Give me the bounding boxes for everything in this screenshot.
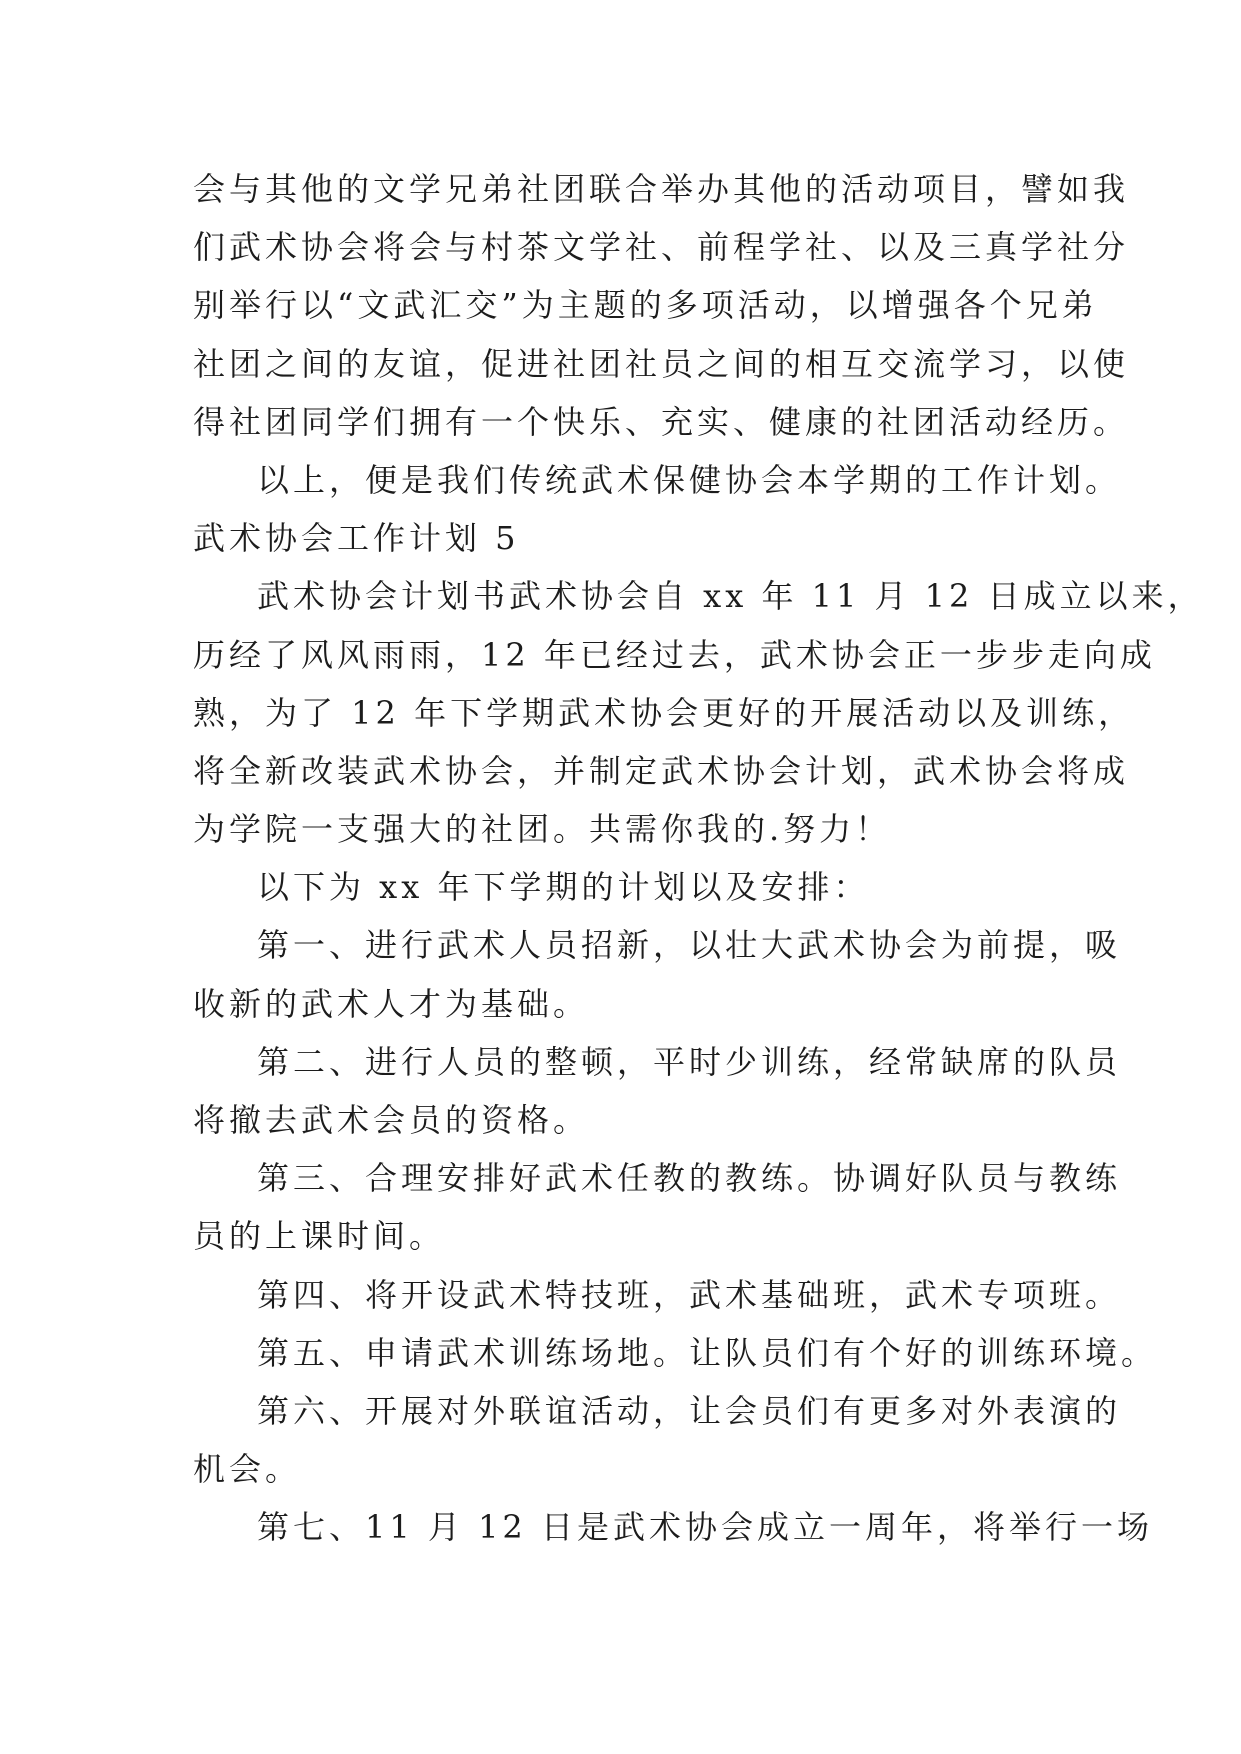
text-line: 第六、开展对外联谊活动，让会员们有更多对外表演的 [257,1391,1122,1430]
text-line: 们武术协会将会与村茶文学社、前程学社、以及三真学社分 [193,228,1130,267]
text-line: 别举行以“文武汇交”为主题的多项活动，以增强各个兄弟 [193,286,1098,325]
text-line: 第一、进行武术人员招新，以壮大武术协会为前提，吸 [257,926,1122,965]
text-line: 将全新改装武术协会，并制定武术协会计划，武术协会将成 [193,751,1130,790]
text-line: 为学院一支强大的社团。共需你我的.努力！ [193,810,892,849]
text-line: 第四、将开设武术特技班，武术基础班，武术专项班。 [257,1275,1122,1314]
text-line: 员的上课时间。 [193,1217,446,1256]
text-line: 历经了风风雨雨，12 年已经过去，武术协会正一步步走向成 [193,635,1156,674]
document-body [193,160,1204,1557]
text-line: 以下为 xx 年下学期的计划以及安排： [257,868,870,907]
text-line: 机会。 [193,1450,302,1489]
text-line: 第七、11 月 12 日是武术协会成立一周年，将举行一场 [257,1508,1153,1547]
text-line: 会与其他的文学兄弟社团联合举办其他的活动项目，譬如我 [193,170,1130,208]
text-line: 第二、进行人员的整顿，平时少训练，经常缺席的队员 [257,1042,1122,1081]
text-line: 熟，为了 12 年下学期武术协会更好的开展活动以及训练， [193,693,1135,732]
text-line: 得社团同学们拥有一个快乐、充实、健康的社团活动经历。 [193,402,1130,441]
text-line: 第三、合理安排好武术任教的教练。协调好队员与教练 [257,1159,1122,1198]
text-line: 社团之间的友谊，促进社团社员之间的相互交流学习，以使 [193,344,1130,383]
text-line: 收新的武术人才为基础。 [193,984,590,1023]
text-line: 第五、申请武术训练场地。让队员们有个好的训练环境。 [257,1333,1158,1372]
text-line: 武术协会计划书武术协会自 xx 年 11 月 12 日成立以来， [257,577,1204,616]
text-line: 以上，便是我们传统武术保健协会本学期的工作计划。 [257,460,1122,499]
text-line: 将撤去武术会员的资格。 [193,1101,590,1139]
text-line: 武术协会工作计划 5 [193,519,520,558]
